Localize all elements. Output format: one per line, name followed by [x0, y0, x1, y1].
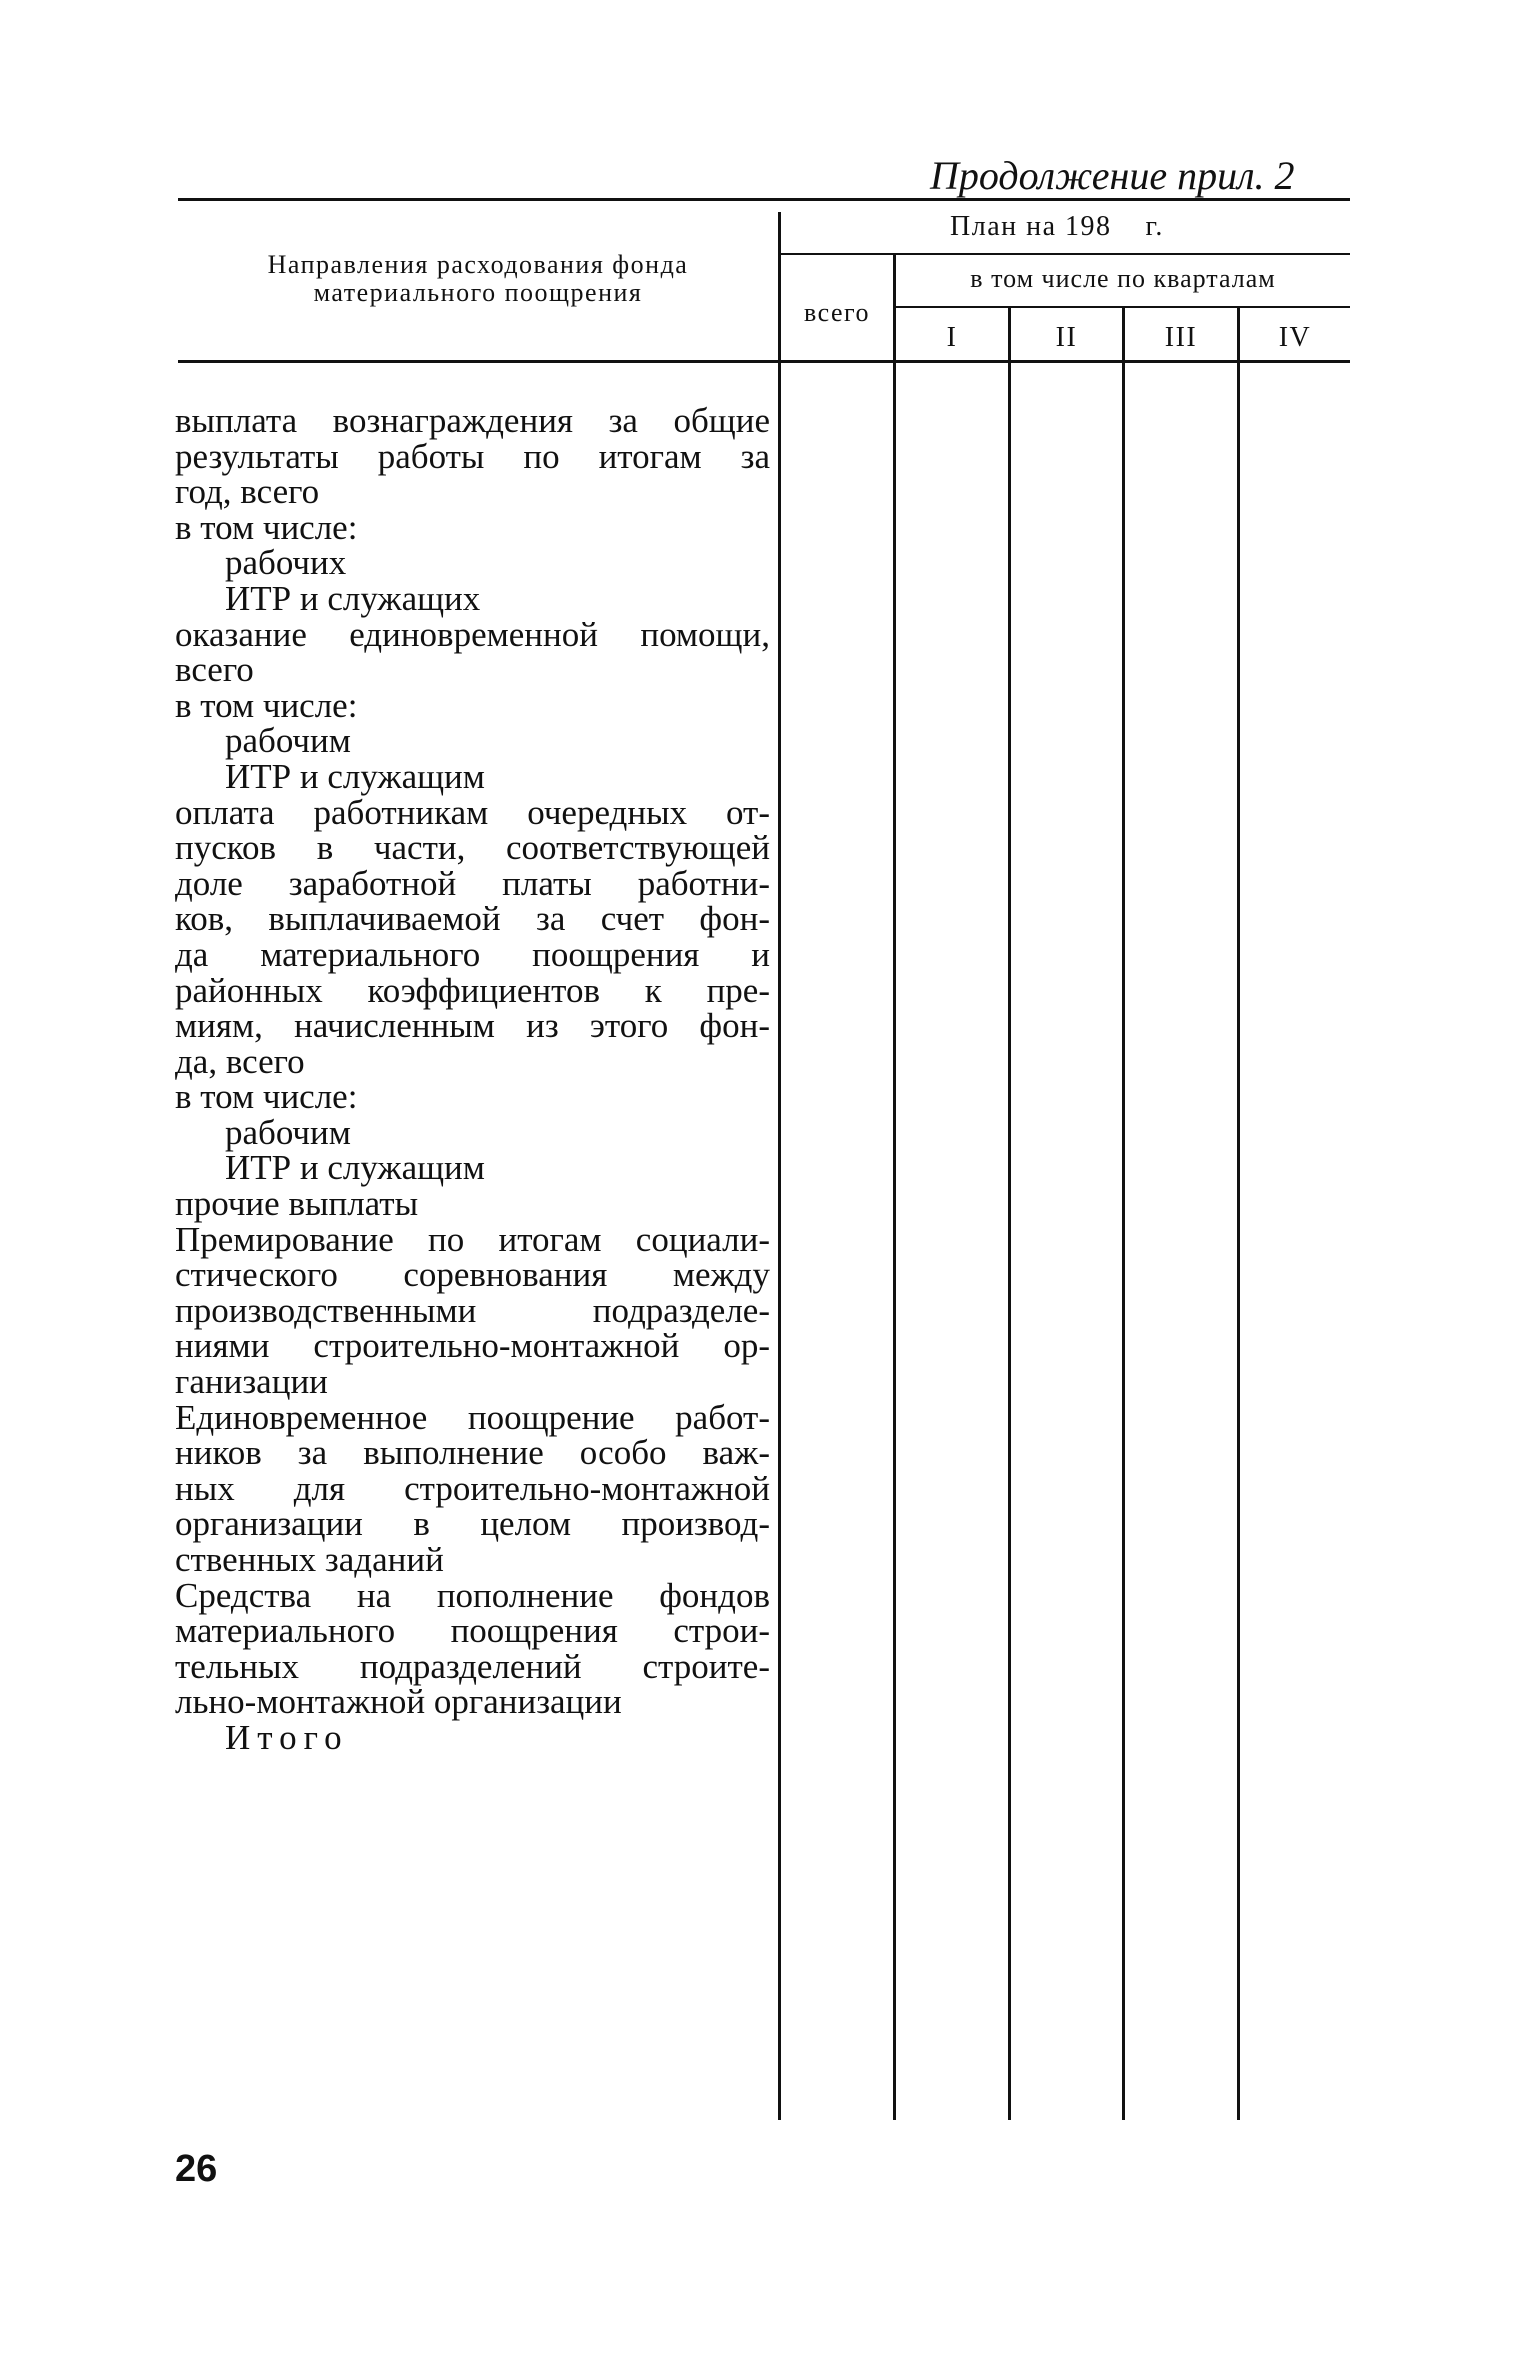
column-divider-direction	[778, 212, 781, 2120]
table-row: в том числе:	[175, 507, 358, 547]
table-row: ных для строительно-монтажной	[175, 1468, 770, 1508]
quarter-header: IV	[1278, 322, 1312, 353]
quarters-header: в том числе по кварталам	[970, 264, 1276, 293]
table-row: в том числе:	[175, 1077, 358, 1117]
table-row: да, всего	[175, 1041, 305, 1081]
table-row: ИТР и служащим	[225, 756, 485, 796]
table-body-rows	[175, 403, 770, 1756]
direction-header-line: Направления расходования фонда	[267, 250, 689, 279]
table-row: ганизации	[175, 1362, 328, 1402]
table-row: организации в целом производ-	[175, 1504, 770, 1544]
table-row: льно-монтажной организации	[175, 1682, 622, 1722]
total-column-header: всего	[803, 298, 871, 327]
table-row-total: Итого	[225, 1717, 349, 1757]
table-row: стического соревнования между	[175, 1255, 770, 1295]
column-divider-total	[893, 255, 896, 2120]
table-top-rule	[178, 198, 1350, 201]
direction-header-line: материального поощрения	[313, 278, 643, 307]
column-divider-q1	[1008, 308, 1011, 2120]
quarter-header: I	[946, 322, 958, 353]
table-row: ИТР и служащим	[225, 1148, 485, 1188]
quarter-header: III	[1164, 322, 1198, 353]
column-divider-q2	[1122, 308, 1125, 2120]
column-divider-q3	[1237, 308, 1240, 2120]
table-row: да материального поощрения и	[175, 934, 770, 974]
header-bottom-rule	[178, 360, 1350, 363]
table-row: оплата работникам очередных от-	[175, 792, 770, 832]
table-row: ниями строительно-монтажной ор-	[175, 1326, 770, 1366]
table-row: тельных подразделений строите-	[175, 1646, 770, 1686]
table-row: пусков в части, соответствующей	[175, 828, 770, 868]
table-row: ков, выплачиваемой за счет фон-	[175, 899, 770, 939]
table-row: оказание единовременной помощи,	[175, 614, 770, 654]
plan-underline	[780, 253, 1350, 255]
continuation-label: Продолжение прил. 2	[930, 153, 1295, 198]
table-row: прочие выплаты	[175, 1184, 419, 1224]
quarter-header: II	[1055, 322, 1078, 353]
plan-header: План на 198 г.	[950, 211, 1164, 242]
table-row: материального поощрения строи-	[175, 1611, 770, 1651]
table-row: ников за выполнение особо важ-	[175, 1433, 770, 1473]
table-row: Премирование по итогам социали-	[175, 1219, 770, 1259]
table-row: рабочим	[225, 721, 351, 761]
table-row: всего	[175, 650, 254, 690]
table-row: год, всего	[175, 472, 320, 512]
table-row: миям, начисленным из этого фон-	[175, 1006, 770, 1046]
table-row: ственных заданий	[175, 1540, 444, 1579]
table-row: Средства на пополнение фондов	[175, 1575, 770, 1615]
table-row: ИТР и служащих	[225, 578, 481, 618]
table-row: результаты работы по итогам за	[175, 436, 770, 476]
table-row: Единовременное поощрение работ-	[175, 1397, 770, 1437]
page-number: 26	[175, 2148, 218, 2190]
table-row: доле заработной платы работни-	[175, 863, 770, 903]
table-row: рабочих	[225, 543, 347, 583]
table-row: районных коэффициентов к пре-	[175, 970, 770, 1010]
table-row: рабочим	[225, 1112, 351, 1152]
table-row: производственными подразделе-	[175, 1290, 770, 1330]
table-row: выплата вознаграждения за общие	[175, 401, 770, 440]
table-row: в том числе:	[175, 685, 358, 725]
direction-column-header	[178, 251, 778, 307]
